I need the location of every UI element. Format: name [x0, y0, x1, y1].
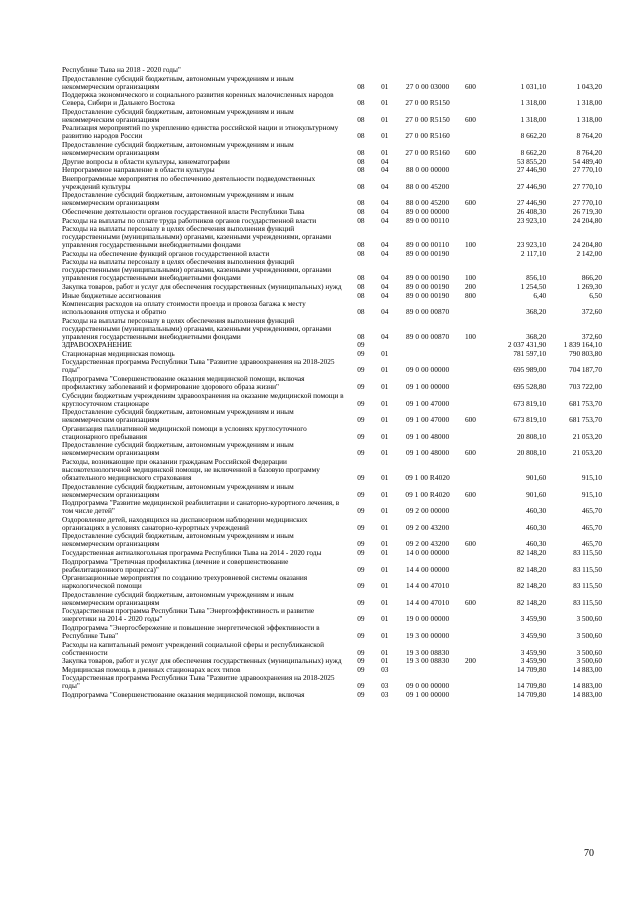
target-article: 27 0 00 03000 — [406, 81, 450, 91]
amount-2019: 368,20 — [526, 307, 547, 317]
amount-2020: 1 269,30 — [576, 281, 602, 291]
expense-type: 600 — [464, 114, 476, 124]
amount-2020: 372,60 — [581, 307, 602, 317]
ministry-code: 08 — [357, 331, 365, 341]
row-name: Предоставление субсидий бюджетным, автономным учреждениям и иным некоммерческим организациям — [62, 106, 294, 124]
table-row — [62, 358, 602, 375]
target-article: 89 0 00 00110 — [406, 215, 450, 225]
row-name: Расходы на выплаты по оплате труда работников органов государственной власти — [62, 215, 317, 225]
section-code: 01 — [381, 348, 389, 358]
row-name: Организация паллиативной медицинской помощи в условиях круглосуточного стационарного пребывания — [62, 423, 307, 441]
amount-2020: 83 115,50 — [573, 564, 602, 574]
amount-2019: 20 808,10 — [517, 431, 547, 441]
table-row — [62, 75, 602, 92]
table-row — [62, 141, 602, 158]
amount-2019: 8 662,20 — [520, 147, 547, 157]
amount-2020: 3 500,60 — [576, 656, 602, 666]
section-code: 03 — [381, 681, 389, 691]
amount-2020: 6,50 — [589, 290, 602, 300]
amount-2020: 1 839 164,10 — [563, 340, 602, 350]
section-code: 01 — [381, 398, 389, 408]
amount-2019: 1 254,50 — [520, 281, 547, 291]
section-code: 01 — [381, 630, 389, 640]
amount-2019: 82 148,20 — [517, 581, 547, 591]
section-code: 01 — [381, 147, 389, 157]
section-code: 03 — [381, 689, 389, 699]
table-row — [62, 516, 602, 533]
expense-type: 100 — [464, 240, 476, 250]
ministry-code: 09 — [357, 506, 365, 516]
table-row — [62, 499, 602, 516]
ministry-code: 09 — [357, 365, 365, 375]
amount-2019: 781 597,10 — [513, 348, 547, 358]
amount-2019: 23 923,10 — [517, 240, 547, 250]
ministry-code: 09 — [357, 415, 365, 425]
amount-2020: 27 770,10 — [572, 198, 602, 208]
expense-type: 600 — [464, 448, 476, 458]
ministry-code: 08 — [357, 131, 365, 141]
budget-table — [62, 66, 602, 700]
row-name: Государственная антиалкогольная программа Республики Тыва на 2014 - 2020 годы — [62, 548, 322, 557]
row-name: Предоставление субсидий бюджетным, автономным учреждениям и иным некоммерческим организациям — [62, 190, 294, 208]
section-code: 01 — [381, 131, 389, 141]
amount-2019: 460,30 — [526, 539, 547, 549]
table-row — [62, 124, 602, 141]
section-code: 01 — [381, 656, 389, 666]
section-code: 03 — [381, 664, 389, 674]
amount-2019: 26 408,30 — [517, 206, 547, 216]
amount-2019: 856,10 — [526, 273, 547, 283]
amount-2020: 790 803,80 — [569, 348, 602, 358]
ministry-code: 09 — [357, 398, 365, 408]
expense-type: 600 — [464, 597, 476, 607]
amount-2020: 681 753,70 — [569, 398, 602, 408]
amount-2019: 901,60 — [526, 473, 547, 483]
amount-2019: 53 855,20 — [517, 156, 547, 166]
table-row — [62, 483, 602, 500]
ministry-code: 09 — [357, 431, 365, 441]
ministry-code: 09 — [357, 348, 365, 358]
amount-2020: 1 043,20 — [576, 81, 602, 91]
target-article: 19 0 00 00000 — [406, 614, 450, 624]
amount-2020: 703 722,00 — [569, 382, 602, 392]
ministry-code: 09 — [357, 448, 365, 458]
target-article: 09 1 00 48000 — [406, 448, 450, 458]
target-article: 89 0 00 00190 — [406, 281, 450, 291]
target-article: 09 2 00 00000 — [406, 506, 450, 516]
row-name: Подпрограмма "Развитие медицинской реабилитации и санаторно-курортного лечения, в том числе детей" — [62, 498, 340, 516]
row-name: Предоставление субсидий бюджетным, автономным учреждениям и иным некоммерческим организациям — [62, 407, 294, 425]
amount-2020: 83 115,50 — [573, 597, 602, 607]
amount-2019: 3 459,90 — [520, 656, 547, 666]
target-article: 89 0 00 00190 — [406, 248, 450, 258]
section-code: 04 — [381, 156, 389, 166]
amount-2020: 866,20 — [581, 273, 602, 283]
section-code: 04 — [381, 248, 389, 258]
ministry-code: 09 — [357, 382, 365, 392]
expense-type: 200 — [464, 656, 476, 666]
section-code: 01 — [381, 382, 389, 392]
section-code: 01 — [381, 415, 389, 425]
ministry-code: 08 — [357, 165, 365, 175]
ministry-code: 08 — [357, 290, 365, 300]
row-name: Расходы на выплаты персоналу в целях обеспечения выполнения функций государственными (муниципальными) органами, казенными учреждениями, органами управления государственными внебюджетными фондами — [62, 224, 332, 250]
row-name: Реализация мероприятий по укреплению единства российской нации и этнокультурному развитию народов России — [62, 123, 339, 141]
table-row — [62, 392, 602, 409]
amount-2020: 27 770,10 — [572, 165, 602, 175]
row-name: Государственная программа Республики Тыва "Развитие здравоохранения на 2018-2025 годы" — [62, 357, 335, 375]
table-row — [62, 574, 602, 591]
amount-2020: 3 500,60 — [576, 647, 602, 657]
ministry-code: 09 — [357, 614, 365, 624]
row-name: Государственная программа Республики Тыва "Энергоэффективность и развитие энергетики на 2014 - 2020 годы" — [62, 606, 315, 624]
section-code: 04 — [381, 206, 389, 216]
table-row — [62, 317, 602, 342]
amount-2019: 2 117,10 — [520, 248, 547, 258]
table-row — [62, 375, 602, 392]
amount-2020: 14 883,00 — [572, 681, 602, 691]
section-code: 01 — [381, 522, 389, 532]
ministry-code: 09 — [357, 340, 365, 350]
expense-type: 800 — [464, 290, 476, 300]
target-article: 88 0 00 45200 — [406, 181, 450, 191]
row-name: Предоставление субсидий бюджетным, автономным учреждениям и иным некоммерческим организациям — [62, 139, 294, 157]
row-name: Компенсация расходов на оплату стоимости проезда и провоза багажа к месту использования отпуска и обратно — [62, 299, 306, 317]
target-article: 89 0 00 00190 — [406, 273, 450, 283]
table-row — [62, 441, 602, 458]
ministry-code: 08 — [357, 215, 365, 225]
section-code: 04 — [381, 240, 389, 250]
target-article: 27 0 00 R5150 — [405, 98, 450, 108]
target-article: 09 2 00 43200 — [406, 539, 450, 549]
section-code: 01 — [381, 564, 389, 574]
row-name: Республике Тыва на 2018 - 2020 годы" — [62, 65, 181, 74]
target-article: 09 0 00 00000 — [406, 365, 450, 375]
row-name: Подпрограмма "Энергосбережение и повышение энергетической эффективности в Республике Тыва" — [62, 622, 320, 640]
ministry-code: 08 — [357, 114, 365, 124]
row-name: Предоставление субсидий бюджетным, автономным учреждениям и иным некоммерческим организациям — [62, 531, 294, 549]
target-article: 27 0 00 R5160 — [405, 147, 450, 157]
expense-type: 100 — [464, 273, 476, 283]
row-name: Непрограммное направление в области культуры — [62, 165, 215, 175]
amount-2019: 27 446,90 — [517, 181, 547, 191]
target-article: 14 0 00 00000 — [406, 548, 450, 557]
row-name: Организационные мероприятия по созданию трехуровневой системы оказания наркологической помощи — [62, 573, 308, 591]
table-row — [62, 408, 602, 425]
row-name: Предоставление субсидий бюджетным, автономным учреждениям и иным некоммерческим организациям — [62, 440, 294, 458]
expense-type: 600 — [464, 489, 476, 499]
amount-2020: 83 115,50 — [573, 548, 602, 557]
section-code: 04 — [381, 281, 389, 291]
ministry-code: 08 — [357, 206, 365, 216]
ministry-code: 09 — [357, 681, 365, 691]
section-code: 01 — [381, 647, 389, 657]
ministry-code: 08 — [357, 98, 365, 108]
section-code: 04 — [381, 273, 389, 283]
target-article: 27 0 00 R5150 — [405, 114, 450, 124]
amount-2020: 465,70 — [581, 506, 602, 516]
table-row — [62, 91, 602, 108]
table-row — [62, 691, 602, 700]
amount-2020: 465,70 — [581, 539, 602, 549]
amount-2020: 915,10 — [581, 489, 602, 499]
target-article: 09 0 00 00000 — [406, 681, 450, 691]
row-name: Закупка товаров, работ и услуг для обеспечения государственных (муниципальных) нужд — [62, 281, 342, 291]
section-code: 04 — [381, 307, 389, 317]
ministry-code: 08 — [357, 248, 365, 258]
amount-2019: 460,30 — [526, 522, 547, 532]
section-code: 01 — [381, 489, 389, 499]
amount-2019: 1 031,10 — [520, 81, 547, 91]
row-name: ЗДРАВООХРАНЕНИЕ — [62, 340, 132, 350]
target-article: 89 0 00 00110 — [406, 240, 450, 250]
amount-2019: 673 819,10 — [513, 398, 547, 408]
table-row — [62, 108, 602, 125]
target-article: 89 0 00 00190 — [406, 290, 450, 300]
table-row — [62, 607, 602, 624]
row-name: Государственная программа Республики Тыва "Развитие здравоохранения на 2018-2025 годы" — [62, 673, 335, 691]
amount-2019: 695 989,00 — [513, 365, 547, 375]
ministry-code: 09 — [357, 656, 365, 666]
amount-2019: 3 459,90 — [520, 630, 547, 640]
section-code: 04 — [381, 215, 389, 225]
expense-type: 600 — [464, 415, 476, 425]
ministry-code: 08 — [357, 240, 365, 250]
amount-2020: 372,60 — [581, 331, 602, 341]
section-code: 01 — [381, 473, 389, 483]
target-article: 27 0 00 R5160 — [405, 131, 450, 141]
row-name: Подпрограмма "Третичная профилактика (лечение и совершенствование реабилитационного процесса)" — [62, 556, 289, 574]
row-name: Медицинская помощь в дневных стационарах всех типов — [62, 664, 241, 674]
ministry-code: 09 — [357, 548, 365, 557]
amount-2020: 1 318,00 — [576, 98, 602, 108]
section-code: 01 — [381, 98, 389, 108]
target-article: 19 3 00 00000 — [406, 630, 450, 640]
expense-type: 600 — [464, 198, 476, 208]
target-article: 14 4 00 47010 — [406, 581, 450, 591]
target-article: 14 4 00 47010 — [406, 597, 450, 607]
row-name: Оздоровление детей, находящихся на диспансерном наблюдении медицинских организациях в условиях санаторно-курортных учреждений — [62, 514, 308, 532]
ministry-code: 08 — [357, 281, 365, 291]
amount-2020: 83 115,50 — [573, 581, 602, 591]
target-article: 89 0 00 00870 — [406, 331, 450, 341]
amount-2020: 465,70 — [581, 522, 602, 532]
amount-2020: 915,10 — [581, 473, 602, 483]
amount-2019: 901,60 — [526, 489, 547, 499]
ministry-code: 09 — [357, 664, 365, 674]
ministry-code: 09 — [357, 581, 365, 591]
row-name: Другие вопросы в области культуры, кинематографии — [62, 156, 230, 166]
section-code: 01 — [381, 581, 389, 591]
amount-2020: 3 500,60 — [576, 630, 602, 640]
section-code: 04 — [381, 331, 389, 341]
amount-2020: 14 883,00 — [572, 664, 602, 674]
row-name: Иные бюджетные ассигнования — [62, 290, 161, 300]
expense-type: 600 — [464, 147, 476, 157]
amount-2019: 3 459,90 — [520, 647, 547, 657]
table-row — [62, 641, 602, 658]
amount-2020: 24 204,80 — [572, 240, 602, 250]
row-name: Предоставление субсидий бюджетным, автономным учреждениям и иным некоммерческим организациям — [62, 73, 294, 91]
ministry-code: 08 — [357, 147, 365, 157]
row-name: Стационарная медицинская помощь — [62, 348, 175, 358]
table-row — [62, 258, 602, 283]
section-code: 01 — [381, 539, 389, 549]
row-name: Расходы на обеспечение функций органов государственной власти — [62, 248, 270, 258]
amount-2019: 3 459,90 — [520, 614, 547, 624]
row-name: Предоставление субсидий бюджетным, автономным учреждениям и иным некоммерческим организациям — [62, 481, 294, 499]
ministry-code: 08 — [357, 273, 365, 283]
target-article: 09 1 00 R4020 — [405, 473, 450, 483]
amount-2020: 14 883,00 — [572, 689, 602, 699]
table-row — [62, 300, 602, 317]
expense-type: 600 — [464, 539, 476, 549]
amount-2020: 2 142,00 — [576, 248, 602, 258]
amount-2019: 82 148,20 — [517, 564, 547, 574]
amount-2019: 27 446,90 — [517, 198, 547, 208]
row-name: Расходы на капитальный ремонт учреждений социальной сферы и республиканской собственности — [62, 639, 324, 657]
row-name: Расходы на выплаты персоналу в целях обеспечения выполнения функций государственными (муниципальными) органами, казенными учреждениями, органами управления государственными внебюджетными фондами — [62, 315, 332, 341]
target-article: 89 0 00 00870 — [406, 307, 450, 317]
target-article: 09 1 00 00000 — [406, 689, 450, 699]
section-code: 04 — [381, 198, 389, 208]
amount-2019: 368,20 — [526, 331, 547, 341]
amount-2020: 54 489,40 — [572, 156, 602, 166]
amount-2019: 82 148,20 — [517, 597, 547, 607]
amount-2020: 3 500,60 — [576, 614, 602, 624]
amount-2020: 1 318,00 — [576, 114, 602, 124]
ministry-code: 09 — [357, 647, 365, 657]
expense-type: 200 — [464, 281, 476, 291]
amount-2019: 14 709,80 — [517, 664, 547, 674]
section-code: 01 — [381, 597, 389, 607]
target-article: 09 1 00 00000 — [406, 382, 450, 392]
section-code: 01 — [381, 614, 389, 624]
amount-2019: 460,30 — [526, 506, 547, 516]
section-code: 04 — [381, 165, 389, 175]
table-row — [62, 532, 602, 549]
target-article: 09 1 00 47000 — [406, 415, 450, 425]
row-name: Расходы на выплаты персоналу в целях обеспечения выполнения функций государственными (муниципальными) органами, казенными учреждениями, органами управления государственными внебюджетными фондами — [62, 257, 332, 283]
ministry-code: 09 — [357, 522, 365, 532]
row-name: Закупка товаров, работ и услуг для обеспечения государственных (муниципальных) нужд — [62, 656, 342, 666]
table-row — [62, 624, 602, 641]
section-code: 01 — [381, 548, 389, 557]
section-code: 04 — [381, 290, 389, 300]
expense-type: 600 — [464, 81, 476, 91]
amount-2020: 24 204,80 — [572, 215, 602, 225]
amount-2020: 21 053,20 — [572, 431, 602, 441]
table-row — [62, 425, 602, 442]
amount-2019: 27 446,90 — [517, 165, 547, 175]
target-article: 09 1 00 47000 — [406, 398, 450, 408]
table-row — [62, 225, 602, 250]
row-name: Предоставление субсидий бюджетным, автономным учреждениям и иным некоммерческим организациям — [62, 589, 294, 607]
target-article: 19 3 00 08830 — [406, 647, 450, 657]
amount-2019: 695 528,80 — [513, 382, 547, 392]
amount-2020: 704 187,70 — [569, 365, 602, 375]
row-name: Расходы, возникающие при оказании гражданам Российской Федерации высокотехнологичной медицинской помощи, не включенной в базовую программу обязательного медицинского страхования — [62, 457, 320, 483]
target-article: 09 1 00 48000 — [406, 431, 450, 441]
ministry-code: 09 — [357, 539, 365, 549]
table-row — [62, 458, 602, 483]
amount-2020: 21 053,20 — [572, 448, 602, 458]
row-name: Внепрограммные мероприятия по обеспечению деятельности подведомственных учреждений культуры — [62, 173, 316, 191]
amount-2020: 27 770,10 — [572, 181, 602, 191]
amount-2019: 82 148,20 — [517, 548, 547, 557]
ministry-code: 09 — [357, 689, 365, 699]
expense-type: 100 — [464, 331, 476, 341]
ministry-code: 08 — [357, 181, 365, 191]
table-row — [62, 175, 602, 192]
amount-2019: 14 709,80 — [517, 681, 547, 691]
target-article: 14 4 00 00000 — [406, 564, 450, 574]
amount-2019: 6,40 — [533, 290, 547, 300]
amount-2019: 14 709,80 — [517, 689, 547, 699]
table-row — [62, 674, 602, 691]
ministry-code: 09 — [357, 597, 365, 607]
table-row — [62, 591, 602, 608]
amount-2020: 8 764,20 — [576, 147, 602, 157]
section-code: 01 — [381, 506, 389, 516]
ministry-code: 08 — [357, 307, 365, 317]
section-code: 01 — [381, 114, 389, 124]
amount-2020: 681 753,70 — [569, 415, 602, 425]
row-name: Поддержка экономического и социального развития коренных малочисленных народов Севера, Сибири и Дальнего Востока — [62, 90, 334, 108]
target-article: 09 1 00 R4020 — [405, 489, 450, 499]
ministry-code: 08 — [357, 198, 365, 208]
target-article: 09 2 00 43200 — [406, 522, 450, 532]
target-article: 89 0 00 00000 — [406, 206, 450, 216]
section-code: 01 — [381, 448, 389, 458]
amount-2019: 23 923,10 — [517, 215, 547, 225]
amount-2019: 673 819,10 — [513, 415, 547, 425]
amount-2019: 1 318,00 — [520, 98, 547, 108]
ministry-code: 08 — [357, 156, 365, 166]
ministry-code: 08 — [357, 81, 365, 91]
target-article: 19 3 00 08830 — [406, 656, 450, 666]
ministry-code: 09 — [357, 630, 365, 640]
target-article: 88 0 00 45200 — [406, 198, 450, 208]
section-code: 04 — [381, 181, 389, 191]
row-name: Подпрограмма "Совершенствование оказания медицинской помощи, включая профилактику заболеваний и формирование здорового образа жизни" — [62, 374, 305, 392]
target-article: 88 0 00 00000 — [406, 165, 450, 175]
amount-2019: 8 662,20 — [520, 131, 547, 141]
amount-2019: 20 808,10 — [517, 448, 547, 458]
section-code: 01 — [381, 365, 389, 375]
section-code: 01 — [381, 431, 389, 441]
amount-2020: 8 764,20 — [576, 131, 602, 141]
amount-2019: 1 318,00 — [520, 114, 547, 124]
ministry-code: 09 — [357, 473, 365, 483]
amount-2019: 2 037 431,90 — [507, 340, 547, 350]
amount-2020: 26 719,30 — [572, 206, 602, 216]
ministry-code: 09 — [357, 564, 365, 574]
table-row — [62, 191, 602, 208]
section-code: 01 — [381, 81, 389, 91]
row-name: Субсидии бюджетным учреждениям здравоохранения на оказание медицинской помощи в круглосуточном стационаре — [62, 390, 344, 408]
ministry-code: 09 — [357, 489, 365, 499]
page-number: 70 — [584, 848, 594, 859]
table-row — [62, 558, 602, 575]
row-name: Обеспечение деятельности органов государственной власти Республики Тыва — [62, 206, 305, 216]
row-name: Подпрограмма "Совершенствование оказания медицинской помощи, включая — [62, 689, 305, 699]
